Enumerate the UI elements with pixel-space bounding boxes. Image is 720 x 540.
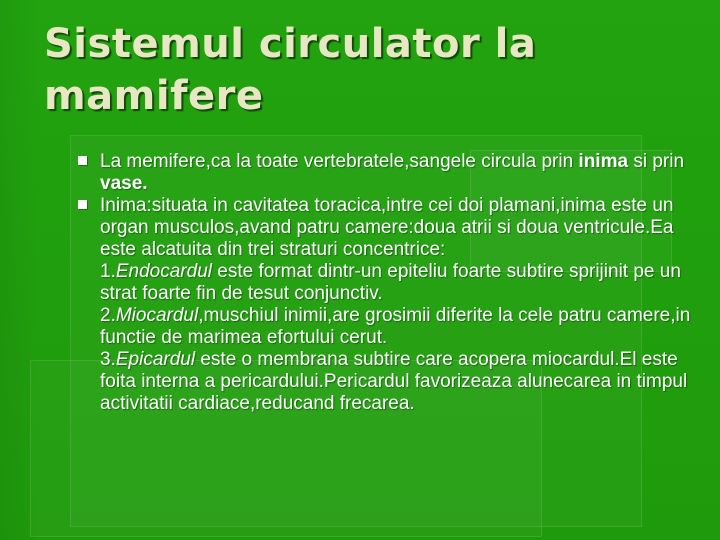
- layer-term: Epicardul: [115, 349, 196, 370]
- square-bullet-icon: [78, 156, 87, 165]
- bullet-item: [78, 151, 698, 195]
- layer-text: este o membrana subtire care acopera miocardul.El este foita interna a pericardului.Pericardul favorizeaza alunecarea in timpul activitatii cardiace,reducand frecarea.: [100, 349, 688, 414]
- layer-number: 3.: [100, 349, 116, 370]
- square-bullet-icon: [78, 200, 87, 209]
- layer-term: Miocardul: [115, 305, 199, 326]
- bullet-text: La memifere,ca la toate vertebratele,sangele circula prin: [100, 151, 579, 172]
- bullet-text: Inima:situata in cavitatea toracica,intre cei doi plamani,inima este un organ musculos,avand patru camere:doua atrii si doua ventricule.Ea este alcatuita din trei straturi concentrice:: [100, 195, 674, 260]
- layer-text: este format dintr-un epiteliu foarte subtire sprijinit pe un strat foarte fin de tesut conjunctiv.: [100, 261, 681, 304]
- layer-text: ,muschiul inimii,are grosimii diferite la cele patru camere,in functie de marimea efortului cerut.: [100, 305, 691, 348]
- layer-number: 1.: [100, 261, 116, 282]
- layer-number: 2.: [100, 305, 116, 326]
- bullet-item: [78, 195, 698, 261]
- slide-body: [78, 151, 698, 415]
- layer-term: Endocardul: [115, 261, 212, 282]
- slide-title: Sistemul circulator la mamifere: [44, 21, 537, 119]
- layer-item-miocard: [78, 305, 698, 349]
- bullet-text: si prin: [628, 151, 685, 172]
- bold-term-vase: vase.: [100, 173, 148, 194]
- layer-item-endocard: [78, 261, 698, 305]
- layer-item-epicard: [78, 349, 698, 415]
- bold-term-inima: inima: [578, 151, 629, 172]
